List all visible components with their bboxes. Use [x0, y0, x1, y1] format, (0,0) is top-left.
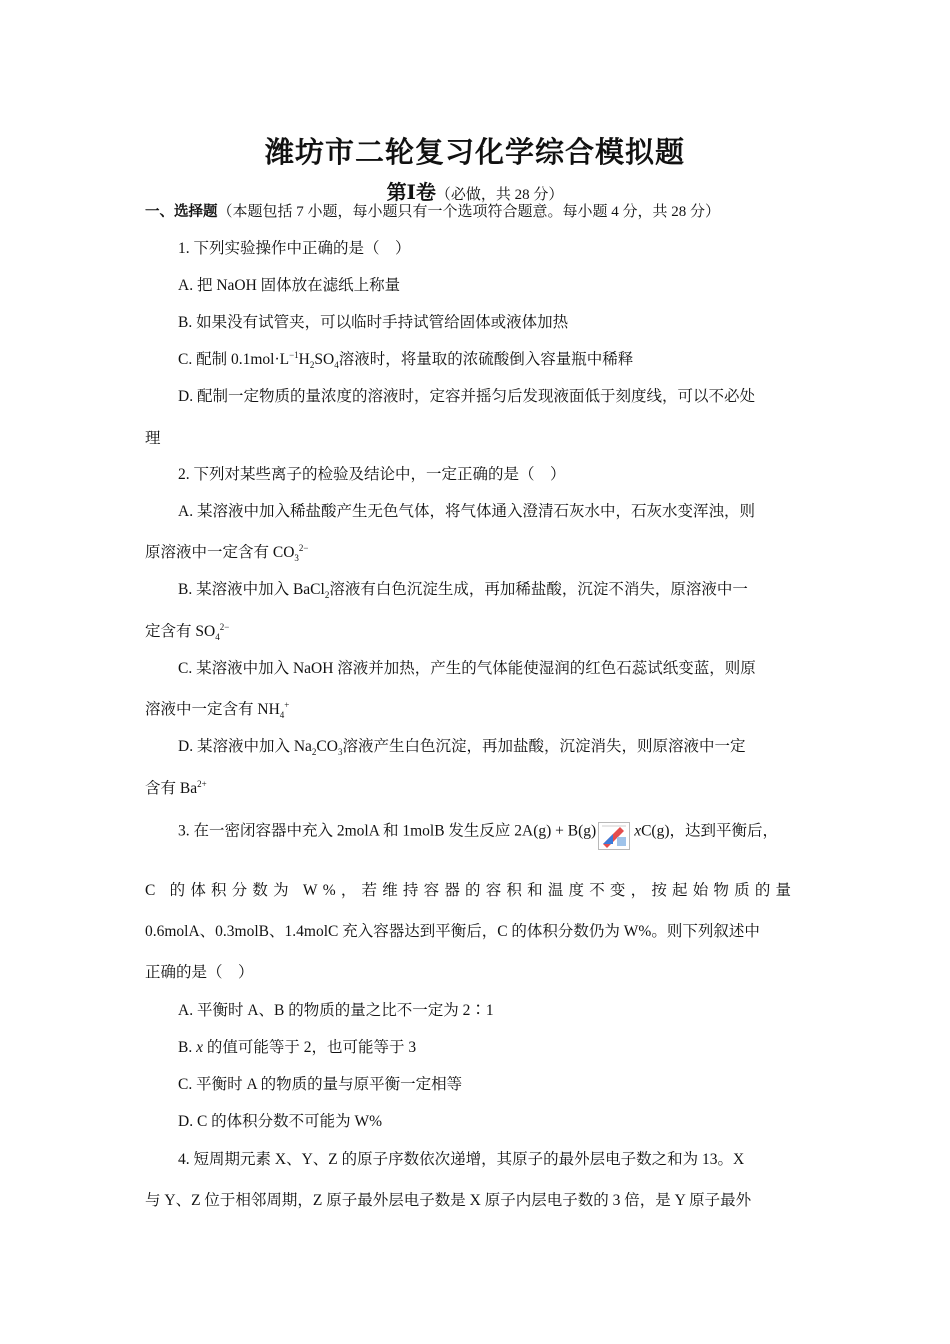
volume-heading [0, 176, 950, 205]
section-note: （本题包括 7 小题，每小题只有一个选项符合题意。每小题 4 分，共 28 分） [217, 204, 721, 220]
q2-b-sub1: 2 [324, 590, 330, 601]
q1-c-post: 溶液时，将量取的浓硫酸倒入容量瓶中稀释 [338, 351, 634, 368]
q2-a-sup: 2− [298, 542, 309, 553]
q2-d-co: CO [316, 738, 338, 755]
q3-stem-line2: C 的体积分数为 W%，若维持容器的容积和温度不变，按起始物质的量 [145, 882, 797, 899]
q1-c-h: H [298, 351, 310, 368]
q2-b-sup: 2− [219, 621, 230, 632]
q3-stem-line1 [178, 818, 778, 846]
q2-stem: 2. 下列对某些离子的检验及结论中，一定正确的是（ ） [178, 466, 566, 483]
q3-option-c: C. 平衡时 A 的物质的量与原平衡一定相等 [178, 1076, 463, 1093]
equilibrium-arrow-image-icon [598, 822, 630, 850]
q2-d-line2-text: 含有 Ba [145, 780, 198, 797]
q2-option-c-line2 [145, 700, 289, 720]
q2-d-sup: 2+ [197, 778, 207, 789]
q1-option-d-line1: D. 配制一定物质的量浓度的溶液时，定容并摇匀后发现液面低于刻度线，可以不必处 [178, 388, 755, 405]
q3-stem-text: 3. 在一密闭容器中充入 2molA 和 1molB 发生反应 2A(g) + B(g) [178, 822, 597, 840]
q2-option-a-line1: A. 某溶液中加入稀盐酸产生无色气体，将气体通入澄清石灰水中，石灰水变浑浊，则 [178, 503, 755, 520]
q3-option-d: D. C 的体积分数不可能为 W% [178, 1113, 383, 1130]
q3-stem-line3: 0.6molA、0.3molB、1.4molC 充入容器达到平衡后，C 的体积分数仍为 W%。则下列叙述中 [145, 923, 760, 940]
q1-c-sub2: 4 [334, 360, 339, 371]
page-title: 潍坊市二轮复习化学综合模拟题 [264, 135, 685, 169]
q1-c-sub1: 2 [309, 360, 315, 371]
q3-stem-line4: 正确的是（ ） [145, 964, 254, 981]
q1-c-text: C. 配制 0.1mol·L [178, 351, 290, 368]
q3-option-b [178, 1038, 416, 1058]
q1-c-sup: −1 [289, 349, 299, 360]
q2-b-sub2: 4 [215, 632, 220, 643]
q2-a-sub: 3 [294, 553, 299, 564]
q2-d-text: D. 某溶液中加入 Na [178, 738, 312, 755]
volume-label: 第Ⅰ卷 [386, 180, 436, 204]
q2-d-sub2: 3 [337, 747, 343, 758]
q2-c-sub: 4 [279, 710, 285, 721]
volume-note: （必做，共 28 分） [435, 187, 564, 203]
q2-d-sub1: 2 [311, 747, 317, 758]
section-title: 一、选择题 [145, 204, 218, 220]
q3-option-a: A. 平衡时 A、B 的物质的量之比不一定为 2∶1 [178, 1002, 494, 1019]
q3-b-x: x [196, 1039, 203, 1056]
q1-option-d-line2: 理 [145, 430, 161, 447]
q2-option-b-line1 [178, 580, 748, 600]
q2-option-d-line2 [145, 779, 207, 799]
section-heading [145, 202, 720, 222]
q2-c-text: 溶液中一定含有 NH [145, 701, 280, 718]
q2-c-sup: + [284, 699, 290, 710]
q1-option-c [178, 350, 633, 370]
q4-stem-line2: 与 Y、Z 位于相邻周期，Z 原子最外层电子数是 X 原子内层电子数的 3 倍，是 Y 原子最外 [145, 1192, 752, 1209]
q2-option-a-line2 [145, 543, 309, 563]
q3-stem-post: C(g)，达到平衡后， [641, 822, 779, 840]
q1-c-so: SO [314, 351, 335, 368]
q1-option-b: B. 如果没有试管夹，可以临时手持试管给固体或液体加热 [178, 314, 569, 331]
q2-b-text: B. 某溶液中加入 BaCl [178, 581, 325, 598]
q2-b-line2-text: 定含有 SO [145, 623, 216, 640]
q1-stem: 1. 下列实验操作中正确的是（ ） [178, 240, 411, 257]
q2-option-d-line1 [178, 737, 745, 757]
q3-b-post: 的值可能等于 2，也可能等于 3 [202, 1039, 417, 1056]
q2-a-text: 原溶液中一定含有 CO [145, 544, 295, 561]
q2-b-post: 溶液有白色沉淀生成，再加稀盐酸，沉淀不消失，原溶液中一 [329, 581, 748, 598]
q3-b-text: B. [178, 1039, 197, 1056]
q2-d-post: 溶液产生白色沉淀，再加盐酸，沉淀消失，则原溶液中一定 [342, 738, 746, 755]
q2-option-c-line1: C. 某溶液中加入 NaOH 溶液并加热，产生的气体能使湿润的红色石蕊试纸变蓝，则原 [178, 660, 756, 677]
q3-stem-x: x [634, 822, 642, 840]
q4-stem-line1: 4. 短周期元素 X、Y、Z 的原子序数依次递增，其原子的最外层电子数之和为 13。X [178, 1151, 745, 1168]
q1-option-a: A. 把 NaOH 固体放在滤纸上称量 [178, 277, 401, 294]
q2-option-b-line2 [145, 622, 229, 642]
